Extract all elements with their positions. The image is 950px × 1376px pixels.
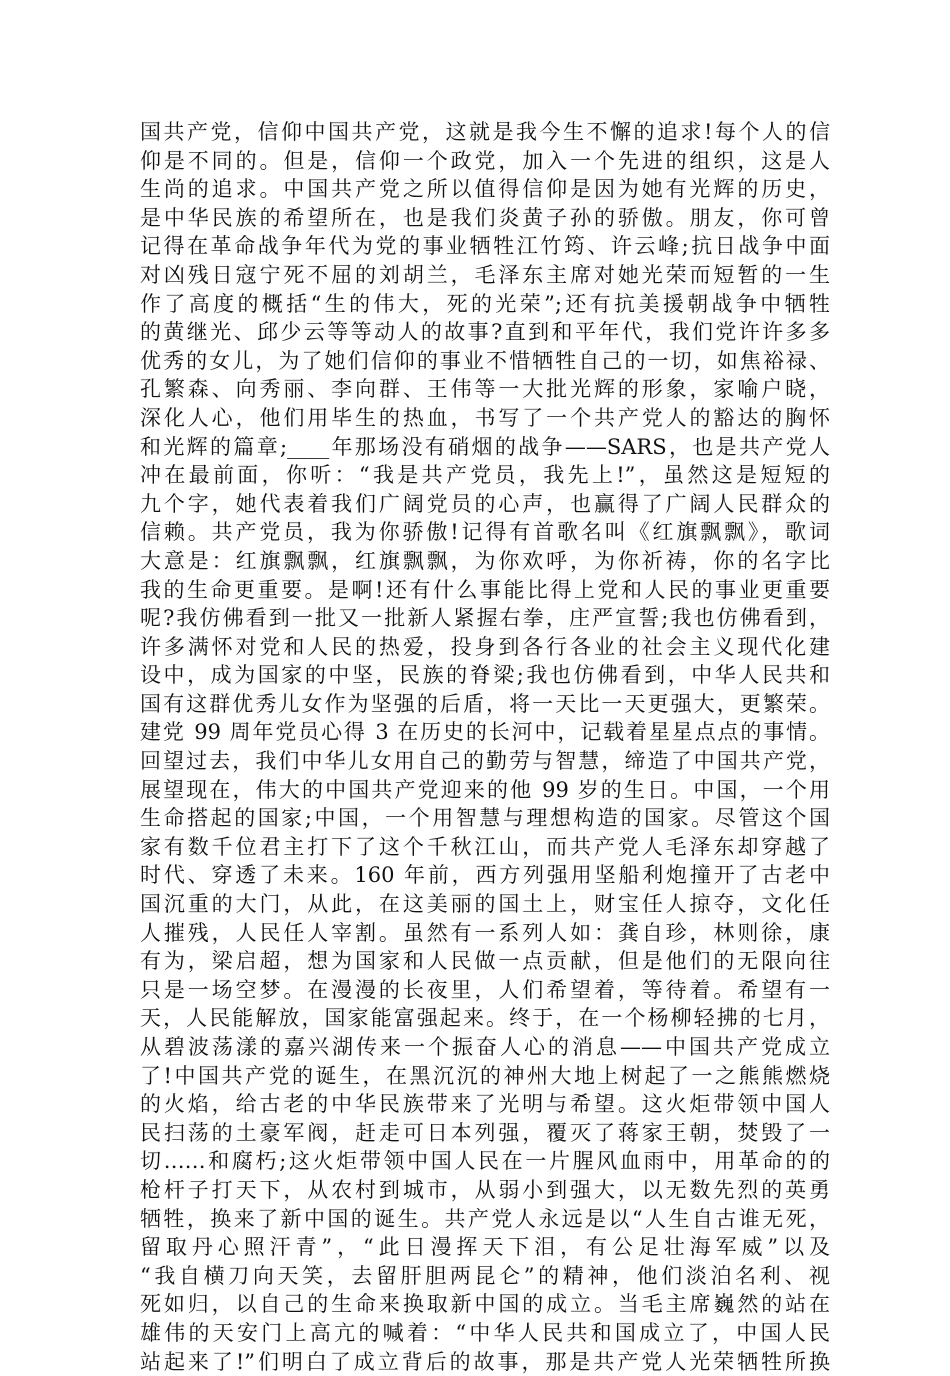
text-line: 天，人民能解放，国家能富强起来。终于，在一个杨柳轻拂的七月， (140, 1006, 830, 1031)
text-line: 许多满怀对党和人民的热爱，投身到各行各业的社会主义现代化建 (140, 634, 830, 659)
text-line: 有为，梁启超，想为国家和人民做一点贡献，但是他们的无限向往 (140, 949, 830, 974)
text-line: 是中华民族的希望所在，也是我们炎黄子孙的骄傲。朋友，你可曾 (140, 205, 830, 230)
text-line: 生命搭起的国家;中国，一个用智慧与理想构造的国家。尽管这个国 (140, 806, 830, 831)
text-line: 九个字，她代表着我们广阔党员的心声，也赢得了广阔人民群众的 (140, 491, 830, 516)
text-line: 记得在革命战争年代为党的事业牺牲江竹筠、许云峰;抗日战争中面 (140, 234, 830, 259)
text-line: 站起来了!”们明白了成立背后的故事，那是共产党人光荣牺牲所换 (140, 1349, 830, 1374)
text-line: 从碧波荡漾的嘉兴湖传来一个振奋人心的消息——中国共产党成立 (140, 1035, 830, 1059)
text-line: 留取丹心照汗青”，“此日漫挥天下泪，有公足壮海军威”以及 (140, 1235, 830, 1260)
text-line: 信赖。共产党员，我为你骄傲!记得有首歌名叫《红旗飘飘》，歌词 (140, 520, 830, 545)
text-line: 切……和腐朽;这火炬带领中国人民在一片腥风血雨中，用革命的的 (140, 1149, 830, 1174)
text-line: 大意是：红旗飘飘，红旗飘飘，为你欢呼，为你祈祷，你的名字比 (140, 548, 830, 573)
text-line: 国共产党，信仰中国共产党，这就是我今生不懈的追求!每个人的信 (140, 120, 830, 144)
text-line: 国有这群优秀儿女作为坚强的后盾，将一天比一天更强大，更繁荣。 (140, 691, 830, 716)
body-text (140, 118, 830, 1376)
text-line: 雄伟的天安门上高亢的喊着：“中华人民共和国成立了，中国人民 (140, 1320, 830, 1345)
text-line: 的火焰，给古老的中华民族带来了光明与希望。这火炬带领中国人 (140, 1092, 830, 1117)
text-line: 生尚的追求。中国共产党之所以值得信仰是因为她有光辉的历史， (140, 177, 830, 202)
text-line: 人摧残，人民任人宰割。虽然有一系列人如：龚自珍，林则徐，康 (140, 920, 830, 945)
text-line: 作了高度的概括“生的伟大，死的光荣”;还有抗美援朝战争中牺牲 (140, 291, 830, 316)
text-line: 时代、穿透了未来。160 年前，西方列强用坚船利炮撞开了古老中 (140, 863, 830, 888)
text-line: 呢?我仿佛看到一批又一批新人紧握右拳，庄严宣誓;我也仿佛看到， (140, 606, 830, 631)
text-line: “我自横刀向天笑，去留肝胆两昆仑”的精神，他们淡泊名利、视 (140, 1263, 830, 1288)
text-line: 建党 99 周年党员心得 3 在历史的长河中，记载着星星点点的事情。 (140, 720, 830, 745)
text-line: 民扫荡的土豪军阀，赶走可日本列强，覆灭了蒋家王朝，焚毁了一 (140, 1120, 830, 1145)
text-line: 和光辉的篇章;____年那场没有硝烟的战争——SARS，也是共产党人 (140, 434, 830, 459)
text-line: 我的生命更重要。是啊!还有什么事能比得上党和人民的事业更重要 (140, 577, 830, 602)
text-line: 死如归，以自己的生命来换取新中国的成立。当毛主席巍然的站在 (140, 1292, 830, 1317)
text-line: 牺牲，换来了新中国的诞生。共产党人永远是以“人生自古谁无死， (140, 1206, 830, 1231)
text-line: 孔繁森、向秀丽、李向群、王伟等一大批光辉的形象，家喻户晓， (140, 377, 830, 402)
text-line: 优秀的女儿，为了她们信仰的事业不惜牺牲自己的一切，如焦裕禄、 (140, 348, 830, 373)
text-line: 了!中国共产党的诞生，在黑沉沉的神州大地上树起了一之熊熊燃烧 (140, 1063, 830, 1088)
text-line: 展望现在，伟大的中国共产党迎来的他 99 岁的生日。中国，一个用 (140, 777, 830, 802)
text-line: 只是一场空梦。在漫漫的长夜里，人们希望着，等待着。希望有一 (140, 977, 830, 1002)
text-line: 对凶残日寇宁死不屈的刘胡兰，毛泽东主席对她光荣而短暂的一生 (140, 262, 830, 287)
text-line: 国沉重的大门，从此，在这美丽的国土上，财宝任人掠夺，文化任 (140, 892, 830, 917)
text-line: 的黄继光、邱少云等等动人的故事?直到和平年代，我们党许许多多 (140, 320, 830, 345)
text-line: 设中，成为国家的中坚，民族的脊梁;我也仿佛看到，中华人民共和 (140, 663, 830, 688)
text-line: 回望过去，我们中华儿女用自己的勤劳与智慧，缔造了中国共产党， (140, 749, 830, 774)
text-line: 冲在最前面，你听：“我是共产党员，我先上!”，虽然这是短短的 (140, 463, 830, 488)
text-line: 深化人心，他们用毕生的热血，书写了一个共产党人的豁达的胸怀 (140, 405, 830, 430)
text-line: 仰是不同的。但是，信仰一个政党，加入一个先进的组织，这是人 (140, 148, 830, 173)
text-line: 家有数千位君主打下了这个千秋江山，而共产党人毛泽东却穿越了 (140, 834, 830, 859)
text-line: 枪杆子打天下，从农村到城市，从弱小到强大，以无数先烈的英勇 (140, 1177, 830, 1202)
